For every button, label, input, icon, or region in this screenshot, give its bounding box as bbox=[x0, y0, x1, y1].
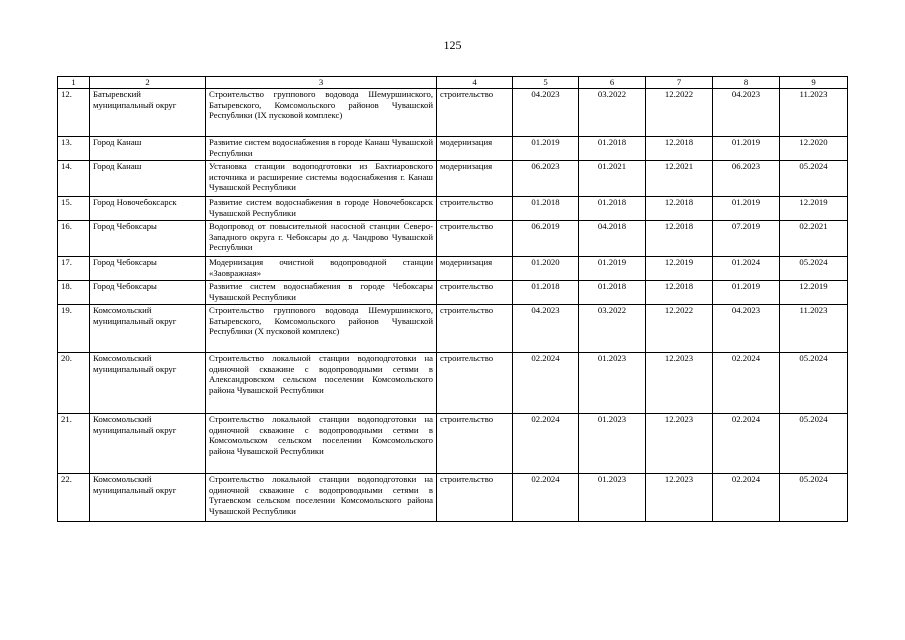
cell-date-col7: 12.2023 bbox=[646, 353, 713, 414]
cell-date-col8: 04.2023 bbox=[713, 89, 780, 137]
table-row bbox=[58, 281, 848, 305]
column-header: 8 bbox=[713, 77, 780, 89]
cell-date-col8: 04.2023 bbox=[713, 305, 780, 353]
cell-project-name: Развитие систем водоснабжения в городе Новочебоксарск Чувашской Республики bbox=[206, 197, 437, 221]
cell-date-col5: 01.2020 bbox=[513, 257, 579, 281]
table-row bbox=[58, 414, 848, 474]
cell-date-col7: 12.2023 bbox=[646, 474, 713, 522]
cell-work-type: строительство bbox=[437, 305, 513, 353]
table-row bbox=[58, 474, 848, 522]
cell-project-name: Модернизация очистной водопроводной станции «Заовражная» bbox=[206, 257, 437, 281]
cell-region: Комсомольский муниципальный округ bbox=[90, 474, 206, 522]
table-row bbox=[58, 197, 848, 221]
cell-date-col6: 04.2018 bbox=[579, 221, 646, 257]
cell-date-col7: 12.2018 bbox=[646, 221, 713, 257]
table-row bbox=[58, 305, 848, 353]
cell-date-col6: 01.2019 bbox=[579, 257, 646, 281]
cell-project-name: Установка станции водоподготовки из Бахтиаровского источника и расширение системы водоснабжения г. Канаш Чувашской Республики bbox=[206, 161, 437, 197]
cell-work-type: строительство bbox=[437, 474, 513, 522]
cell-date-col6: 01.2021 bbox=[579, 161, 646, 197]
cell-date-col7: 12.2018 bbox=[646, 137, 713, 161]
cell-date-col8: 02.2024 bbox=[713, 414, 780, 474]
cell-date-col7: 12.2022 bbox=[646, 89, 713, 137]
page-number: 125 bbox=[443, 38, 462, 52]
cell-work-type: строительство bbox=[437, 89, 513, 137]
cell-date-col6: 01.2023 bbox=[579, 474, 646, 522]
cell-date-col8: 07.2019 bbox=[713, 221, 780, 257]
column-header: 9 bbox=[780, 77, 848, 89]
cell-region: Комсомольский муниципальный округ bbox=[90, 305, 206, 353]
cell-date-col8: 01.2019 bbox=[713, 281, 780, 305]
cell-number: 21. bbox=[58, 414, 90, 474]
cell-work-type: строительство bbox=[437, 197, 513, 221]
cell-region: Комсомольский муниципальный округ bbox=[90, 414, 206, 474]
cell-number: 19. bbox=[58, 305, 90, 353]
cell-region: Город Чебоксары bbox=[90, 257, 206, 281]
cell-work-type: строительство bbox=[437, 353, 513, 414]
cell-work-type: строительство bbox=[437, 221, 513, 257]
cell-date-col7: 12.2019 bbox=[646, 257, 713, 281]
cell-date-col9: 11.2023 bbox=[780, 305, 848, 353]
cell-work-type: строительство bbox=[437, 414, 513, 474]
cell-date-col8: 06.2023 bbox=[713, 161, 780, 197]
cell-date-col8: 01.2024 bbox=[713, 257, 780, 281]
cell-date-col5: 06.2023 bbox=[513, 161, 579, 197]
cell-date-col8: 02.2024 bbox=[713, 474, 780, 522]
column-header: 7 bbox=[646, 77, 713, 89]
cell-number: 17. bbox=[58, 257, 90, 281]
projects-table bbox=[57, 76, 848, 522]
cell-date-col9: 12.2020 bbox=[780, 137, 848, 161]
cell-date-col6: 01.2018 bbox=[579, 281, 646, 305]
cell-date-col6: 01.2018 bbox=[579, 197, 646, 221]
cell-work-type: модернизация bbox=[437, 257, 513, 281]
cell-date-col7: 12.2023 bbox=[646, 414, 713, 474]
cell-project-name: Водопровод от повысительной насосной станции Северо-Западного округа г. Чебоксары до д. Чандрово Чувашской Республики bbox=[206, 221, 437, 257]
column-header: 3 bbox=[206, 77, 437, 89]
cell-region: Батыревский муниципальный округ bbox=[90, 89, 206, 137]
cell-date-col6: 03.2022 bbox=[579, 89, 646, 137]
cell-date-col9: 02.2021 bbox=[780, 221, 848, 257]
cell-date-col9: 12.2019 bbox=[780, 197, 848, 221]
cell-date-col8: 01.2019 bbox=[713, 137, 780, 161]
column-header: 2 bbox=[90, 77, 206, 89]
cell-project-name: Развитие систем водоснабжения в городе Чебоксары Чувашской Республики bbox=[206, 281, 437, 305]
cell-number: 12. bbox=[58, 89, 90, 137]
cell-date-col5: 04.2023 bbox=[513, 89, 579, 137]
cell-number: 14. bbox=[58, 161, 90, 197]
cell-date-col5: 06.2019 bbox=[513, 221, 579, 257]
column-header: 4 bbox=[437, 77, 513, 89]
cell-region: Комсомольский муниципальный округ bbox=[90, 353, 206, 414]
cell-date-col9: 05.2024 bbox=[780, 161, 848, 197]
cell-date-col6: 01.2018 bbox=[579, 137, 646, 161]
cell-date-col9: 05.2024 bbox=[780, 257, 848, 281]
cell-project-name: Строительство группового водовода Шемуршинского, Батыревского, Комсомольского районов Чувашской Республики (X пусковой комплекс) bbox=[206, 305, 437, 353]
cell-number: 16. bbox=[58, 221, 90, 257]
cell-date-col8: 02.2024 bbox=[713, 353, 780, 414]
cell-date-col6: 01.2023 bbox=[579, 353, 646, 414]
table-row bbox=[58, 221, 848, 257]
cell-project-name: Строительство локальной станции водоподготовки на одиночной скважине с водопроводными сетями в Александровском сельском поселении Комсомольского района Чувашской Республики bbox=[206, 353, 437, 414]
cell-project-name: Строительство локальной станции водоподготовки на одиночной скважине с водопроводными сетями в Тугаевском сельском поселении Комсомольского района Чувашской Республики bbox=[206, 474, 437, 522]
cell-region: Город Канаш bbox=[90, 137, 206, 161]
table-header-row bbox=[58, 77, 848, 89]
cell-date-col9: 11.2023 bbox=[780, 89, 848, 137]
cell-number: 20. bbox=[58, 353, 90, 414]
cell-date-col5: 04.2023 bbox=[513, 305, 579, 353]
table-row bbox=[58, 137, 848, 161]
cell-date-col7: 12.2018 bbox=[646, 281, 713, 305]
cell-number: 18. bbox=[58, 281, 90, 305]
table-row bbox=[58, 353, 848, 414]
cell-number: 22. bbox=[58, 474, 90, 522]
cell-date-col7: 12.2022 bbox=[646, 305, 713, 353]
cell-date-col6: 01.2023 bbox=[579, 414, 646, 474]
cell-date-col5: 02.2024 bbox=[513, 414, 579, 474]
cell-date-col5: 02.2024 bbox=[513, 474, 579, 522]
cell-project-name: Строительство группового водовода Шемуршинского, Батыревского, Комсомольского районов Чувашской Республики (IX пусковой комплекс) bbox=[206, 89, 437, 137]
column-header: 6 bbox=[579, 77, 646, 89]
cell-work-type: строительство bbox=[437, 281, 513, 305]
cell-work-type: модернизация bbox=[437, 137, 513, 161]
table-row bbox=[58, 89, 848, 137]
cell-date-col9: 05.2024 bbox=[780, 414, 848, 474]
cell-date-col7: 12.2021 bbox=[646, 161, 713, 197]
cell-date-col5: 02.2024 bbox=[513, 353, 579, 414]
cell-number: 15. bbox=[58, 197, 90, 221]
table-row bbox=[58, 161, 848, 197]
cell-date-col9: 12.2019 bbox=[780, 281, 848, 305]
cell-region: Город Чебоксары bbox=[90, 281, 206, 305]
cell-date-col5: 01.2018 bbox=[513, 281, 579, 305]
cell-date-col9: 05.2024 bbox=[780, 353, 848, 414]
cell-date-col6: 03.2022 bbox=[579, 305, 646, 353]
cell-date-col5: 01.2018 bbox=[513, 197, 579, 221]
cell-number: 13. bbox=[58, 137, 90, 161]
column-header: 5 bbox=[513, 77, 579, 89]
cell-region: Город Канаш bbox=[90, 161, 206, 197]
cell-work-type: модернизация bbox=[437, 161, 513, 197]
cell-project-name: Развитие систем водоснабжения в городе Канаш Чувашской Республики bbox=[206, 137, 437, 161]
column-header: 1 bbox=[58, 77, 90, 89]
cell-date-col7: 12.2018 bbox=[646, 197, 713, 221]
cell-region: Город Новочебоксарск bbox=[90, 197, 206, 221]
cell-project-name: Строительство локальной станции водоподготовки на одиночной скважине с водопроводными сетями в Комсомольском сельском поселении Комсомольского района Чувашской Республики bbox=[206, 414, 437, 474]
table-row bbox=[58, 257, 848, 281]
cell-date-col5: 01.2019 bbox=[513, 137, 579, 161]
cell-date-col8: 01.2019 bbox=[713, 197, 780, 221]
cell-region: Город Чебоксары bbox=[90, 221, 206, 257]
cell-date-col9: 05.2024 bbox=[780, 474, 848, 522]
